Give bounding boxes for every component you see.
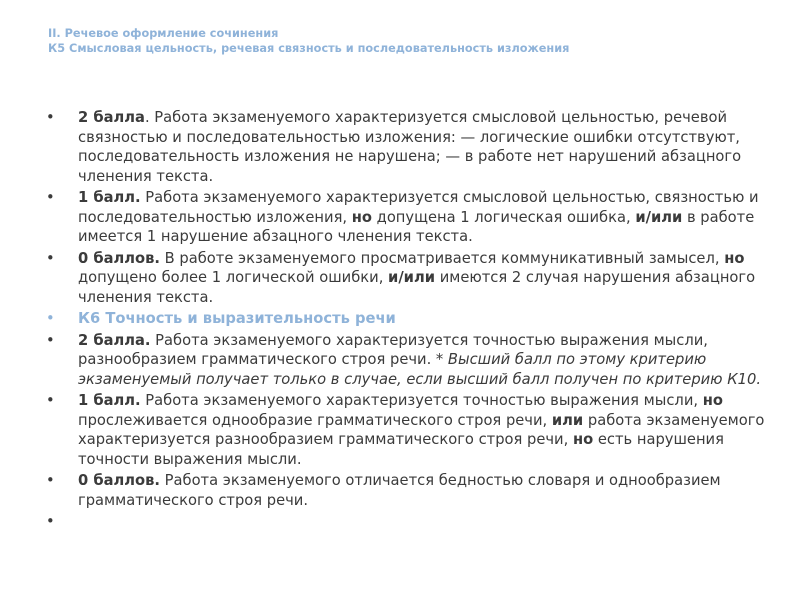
item-text: допущено более 1 логической ошибки, xyxy=(78,269,389,286)
score-label: 1 балл. xyxy=(78,189,141,206)
bullet-icon: • xyxy=(46,109,55,126)
emphasis: но xyxy=(724,249,745,267)
list-item-k6-heading xyxy=(46,309,766,329)
bullet-icon: • xyxy=(46,249,55,267)
bullet-icon: • xyxy=(46,189,55,206)
list-item-k5-1 xyxy=(46,188,766,247)
bullet-icon: • xyxy=(46,392,55,409)
item-text: В работе экзаменуемого просматривается коммуникативный замысел, xyxy=(159,249,725,267)
score-label: 1 балл. xyxy=(78,392,141,409)
emphasis: но xyxy=(351,208,372,226)
item-text: Работа экзаменуемого характеризуется точностью выражения мысли, разнообразием грамматического строя речи. * xyxy=(78,331,708,368)
list-item-k6-0 xyxy=(46,471,766,510)
score-label: 0 баллов. xyxy=(78,472,160,489)
list-item-empty xyxy=(46,512,766,532)
score-label: 2 балла. xyxy=(78,331,151,349)
emphasis: или xyxy=(551,411,584,429)
list-item-k6-1 xyxy=(46,391,766,469)
list-item-k5-0 xyxy=(46,249,766,308)
criterion-k5-title: К5 Смысловая цельность, речевая связность и последовательность изложения xyxy=(48,42,570,55)
slide-header xyxy=(48,26,768,56)
emphasis: но xyxy=(702,392,723,409)
score-label: 0 баллов. xyxy=(78,249,160,267)
footnote-text: Высший балл по этому критерию экзаменуемый получает только в случае, если высший балл получен по критерию К10. xyxy=(78,351,762,388)
emphasis: и/или xyxy=(635,208,683,226)
bullet-icon: • xyxy=(46,513,55,530)
item-text: есть нарушения точности выражения мысли. xyxy=(78,431,724,468)
bullet-icon: • xyxy=(46,310,55,327)
item-text: Работа экзаменуемого отличается бедностью словаря и однообразием грамматического строя речи. xyxy=(78,472,721,509)
section-title: II. Речевое оформление сочинения xyxy=(48,27,279,40)
item-text: допущена 1 логическая ошибка, xyxy=(372,208,636,226)
item-text: Работа экзаменуемого характеризуется точностью выражения мысли, xyxy=(140,392,703,409)
item-text: в работе имеется 1 нарушение абзацного членения текста. xyxy=(78,208,755,245)
criteria-list xyxy=(46,108,766,534)
list-item-k6-2 xyxy=(46,331,766,390)
score-label: 2 балла xyxy=(78,109,145,126)
emphasis: и/или xyxy=(388,269,436,286)
item-text: Работа экзаменуемого характеризуется смысловой цельностью, связностью и последовательностью изложения, xyxy=(78,189,759,226)
bullet-icon: • xyxy=(46,331,55,349)
item-text: . Работа экзаменуемого характеризуется смысловой цельностью, речевой связностью и последовательностью изложения: — логические ошибки отсутствуют, последовательность изложения не нарушена; — в работе нет нарушений абзацного членения текста. xyxy=(78,109,742,185)
item-text: имеются 2 случая нарушения абзацного членения текста. xyxy=(78,269,756,306)
list-item-k5-2 xyxy=(46,108,766,186)
criterion-k6-title: К6 Точность и выразительность речи xyxy=(78,310,396,327)
item-text: прослеживается однообразие грамматического строя речи, xyxy=(78,411,552,429)
emphasis: но xyxy=(572,431,594,448)
bullet-icon: • xyxy=(46,472,55,489)
item-text: работа экзаменуемого характеризуется разнообразием грамматического строя речи, xyxy=(78,411,765,448)
